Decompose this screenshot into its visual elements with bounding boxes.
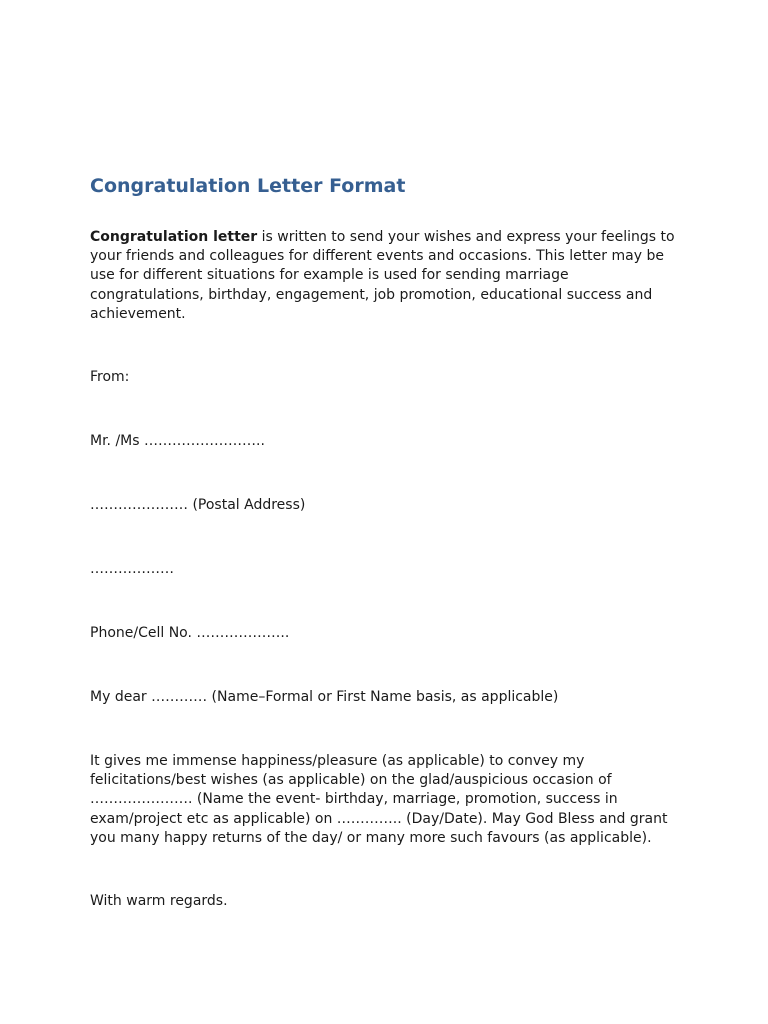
body-paragraph: It gives me immense happiness/pleasure (as applicable) to convey my felicitations/best wishes (as applicable) on the glad/auspicious occasion of …………………. (Name the event- birthday, marriage, promotion, success in exam/project etc as applicable) on ………….. (Day/Date). May God Bless and grant you many happy returns of the day/ or many more such favours (as applicable).: [90, 753, 668, 846]
salutation-line: My dear ………… (Name–Formal or First Name basis, as applicable): [90, 689, 559, 705]
intro-paragraph: [90, 228, 680, 324]
address-line-2: ………………: [90, 561, 174, 577]
phone-line: Phone/Cell No. ………………..: [90, 625, 290, 641]
name-line: Mr. /Ms ……………………..: [90, 433, 265, 449]
letter-document: [90, 172, 680, 909]
postal-address-line: ………………… (Postal Address): [90, 497, 306, 513]
document-title: Congratulation Letter Format: [90, 175, 406, 197]
intro-text: is written to send your wishes and express your feelings to your friends and colleagues for different events and occasions. This letter may be use for different situations for example is used for sending marriage congratulations, birthday, engagement, job promotion, educational success and achievement.: [90, 229, 675, 322]
closing-line: With warm regards.: [90, 893, 228, 909]
from-label: From:: [90, 369, 130, 385]
intro-lead: Congratulation letter: [90, 229, 258, 245]
